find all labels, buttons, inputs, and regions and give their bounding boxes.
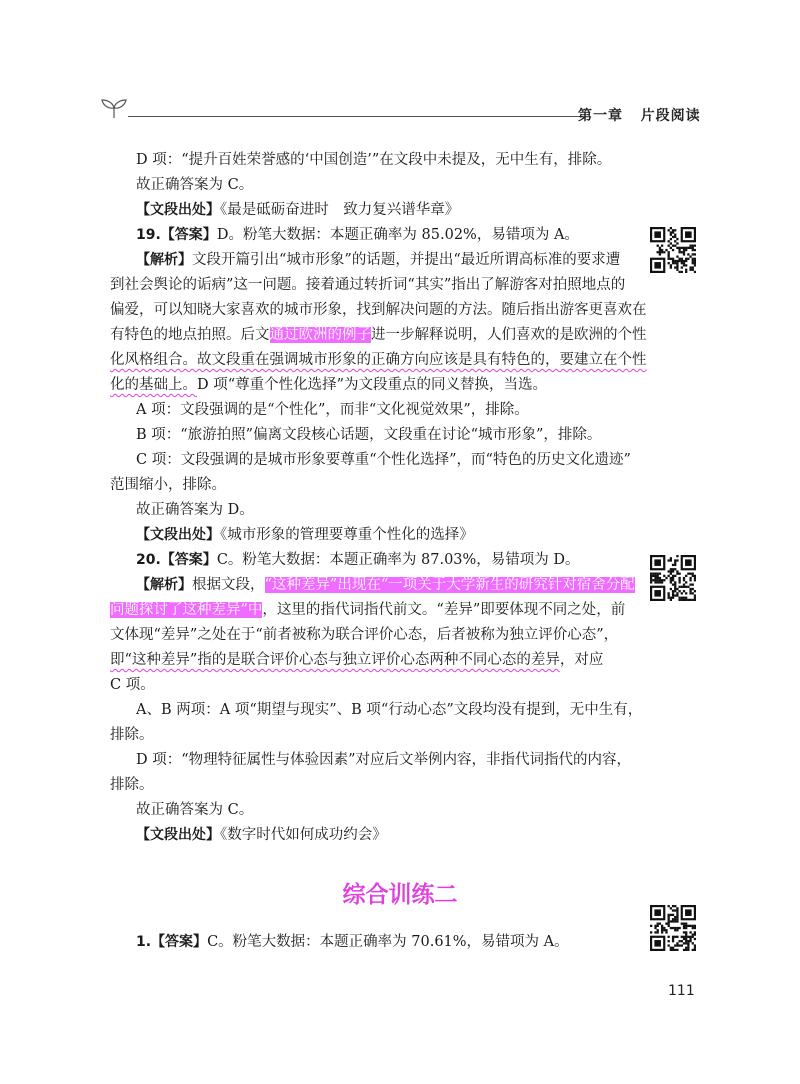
- text-line: 排除。: [110, 727, 154, 743]
- text-line: 问题探讨了这种差异”中，这里的指代词指代前文。“差异”即要体现不同之处，前: [110, 602, 626, 618]
- text-line: 化的基础上。D 项“尊重个性化选择”为文段重点的同义替换，当选。: [110, 377, 548, 393]
- source-line: 【文段出处】《最是砥砺奋进时 致力复兴谱华章》: [136, 202, 460, 218]
- text-line: 排除。: [110, 777, 154, 793]
- analysis-line: 【解析】根据文段，“这种差异”出现在“一项关于大学新生的研究针对宿舍分配: [136, 577, 635, 593]
- text-line: 文体现“差异”之处在于“前者被称为联合评价心态，后者被称为独立评价心态”，: [110, 627, 619, 643]
- text-line: [110, 348, 647, 373]
- text-line: B 项：“旅游拍照”偏离文段核心话题，文段重在讨论“城市形象”，排除。: [136, 427, 602, 443]
- answer-tag: 1.【答案】: [136, 934, 208, 950]
- page-header: [100, 98, 700, 128]
- text-line: D 项：“物理特征属性与体验因素”对应后文举例内容，非指代词指代的内容，: [136, 752, 632, 768]
- wavy-underline: 化的基础上。: [110, 377, 197, 393]
- analysis-line: 【解析】文段开篇引出“城市形象”的话题，并提出“最近所谓高标准的要求遭: [136, 252, 621, 268]
- chapter-title: 第一章 片段阅读: [578, 108, 701, 124]
- header-rule: [128, 116, 583, 117]
- text-line: 到社会舆论的诟病”这一问题。接着通过转折词“其实”指出了解游客对拍照地点的: [110, 277, 626, 293]
- answer-line: 20.【答案】C。粉笔大数据：本题正确率为 87.03%，易错项为 D。: [136, 552, 580, 568]
- text-line: 即“这种差异”指的是联合评价心态与独立评价心态两种不同心态的差异，对应: [110, 652, 604, 668]
- wavy-underline: 即“这种差异”指的是联合评价心态与独立评价心态两种不同心态的差异: [110, 652, 560, 668]
- highlight: 通过欧洲的例子: [269, 327, 371, 343]
- highlight: “这种差异”出现在“一项关于大学新生的研究针对宿舍分配: [264, 577, 635, 593]
- text-line: 范围缩小，排除。: [110, 477, 226, 493]
- wavy-underline: 化风格组合。故文段重在强调城市形象的正确方向应该是具有特色的，要建立在个性: [110, 352, 647, 368]
- page-number: 111: [668, 983, 695, 999]
- answer-line: 19.【答案】D。粉笔大数据：本题正确率为 85.02%，易错项为 A。: [136, 227, 579, 243]
- text-line: A、B 两项：A 项“期望与现实”、B 项“行动心态”文段均没有提到，无中生有，: [136, 702, 643, 718]
- text-line: 故正确答案为 C。: [136, 802, 254, 818]
- text-line: A 项：文段强调的是“个性化”，而非“文化视觉效果”，排除。: [136, 402, 529, 418]
- text-line: 故正确答案为 C。: [136, 177, 254, 193]
- text-line: C 项：文段强调的是城市形象要尊重“个性化选择”，而“特色的历史文化遗迹”: [136, 452, 631, 468]
- answer-tag: 20.【答案】: [136, 552, 217, 568]
- source-tag: 【文段出处】: [136, 527, 220, 543]
- text-line: 偏爱，可以知晓大家喜欢的城市形象，找到解决问题的方法。随后指出游客更喜欢在: [110, 302, 647, 318]
- answer-line: 1.【答案】C。粉笔大数据：本题正确率为 70.61%，易错项为 A。: [136, 934, 569, 950]
- text-line: C 项。: [110, 677, 155, 693]
- qr-code-icon[interactable]: [650, 555, 696, 601]
- leaf-icon: [100, 98, 128, 120]
- text-line: 故正确答案为 D。: [136, 502, 254, 518]
- analysis-tag: 【解析】: [136, 577, 192, 593]
- source-line: 【文段出处】《数字时代如何成功约会》: [136, 827, 387, 843]
- text-line: D 项：“提升百姓荣誉感的‘中国创造’”在文段中未提及，无中生有，排除。: [136, 152, 612, 168]
- source-tag: 【文段出处】: [136, 827, 220, 843]
- answer-tag: 19.【答案】: [136, 227, 217, 243]
- highlight: 问题探讨了这种差异”中: [110, 602, 263, 618]
- analysis-tag: 【解析】: [136, 252, 192, 268]
- qr-code-icon[interactable]: [650, 905, 696, 951]
- text-line: 有特色的地点拍照。后文通过欧洲的例子进一步解释说明，人们喜欢的是欧洲的个性: [110, 327, 647, 343]
- section-title: 综合训练二: [342, 882, 458, 908]
- source-tag: 【文段出处】: [136, 202, 220, 218]
- source-line: 【文段出处】《城市形象的管理要尊重个性化的选择》: [136, 527, 474, 543]
- qr-code-icon[interactable]: [650, 227, 696, 273]
